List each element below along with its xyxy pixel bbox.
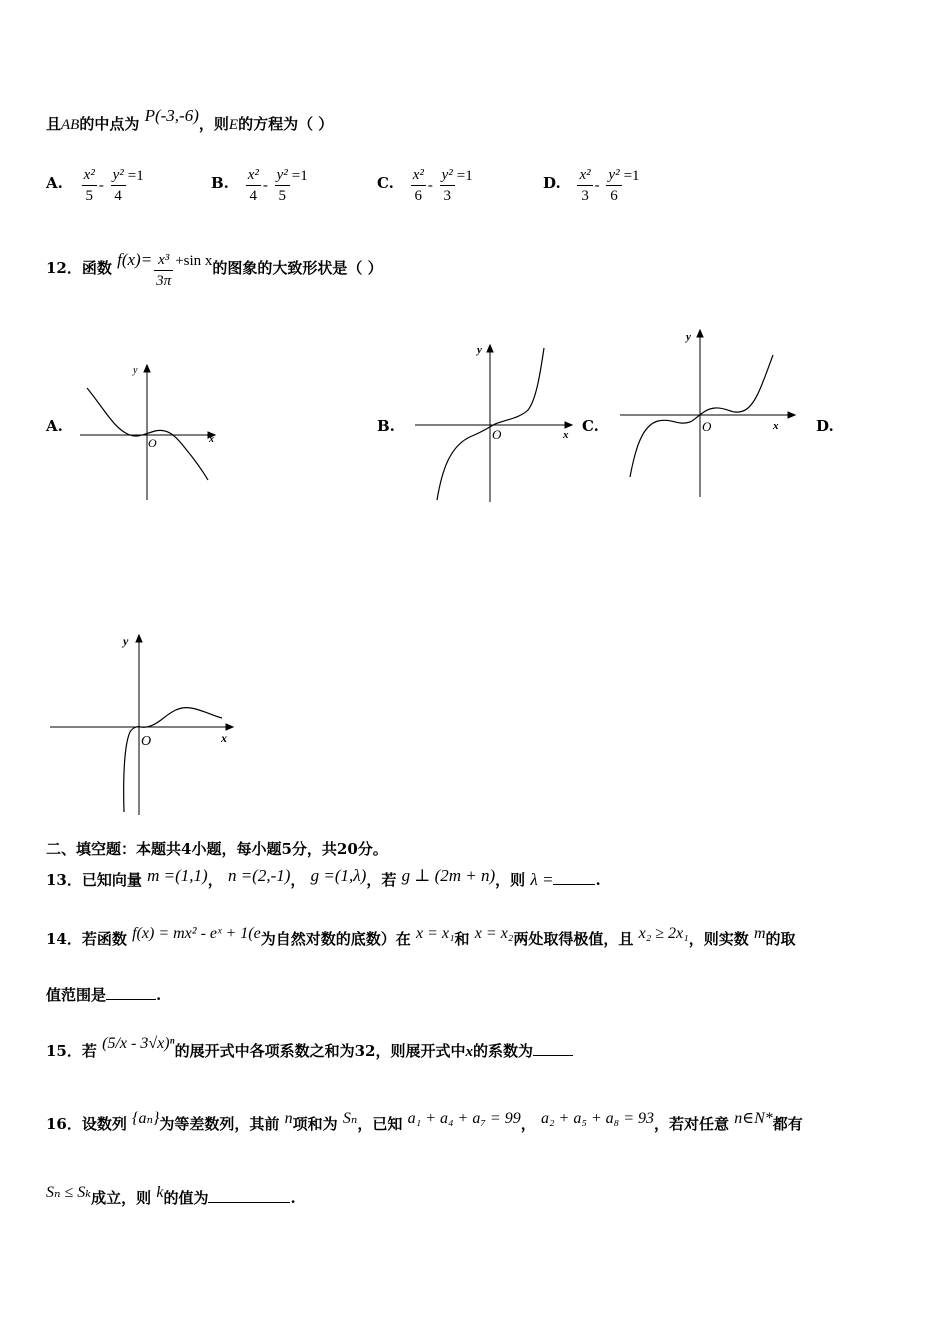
q16-line2: Sₙ ≤ Sₖ成立，则 k的值为 . [46,1184,296,1207]
q14-line2: 值范围是 . [46,986,162,1004]
graph-d-x-label: x [221,731,227,745]
graph-b-x-label: x [563,429,569,441]
graph-b [410,340,575,505]
graph-c-curve [630,355,773,477]
q11-option-b[interactable]: B. $\frac{\text{x²}}{4}$ - $\frac{\text{y²}}{5}$ =1 [211,167,308,204]
q12-stem: 12．函数 f(x)= $\frac{\text{x³}}{3\pi}$ +sin x的图象的大致形状是（ ） [46,249,383,289]
graph-a-origin: O [148,436,157,450]
graph-d-y-label: y [123,634,129,648]
graph-b-x-arrow [565,422,572,428]
graph-a-y-arrow [144,365,150,372]
graph-c-origin: O [702,419,712,434]
graph-label-c[interactable]: C. [582,417,599,435]
q11-option-c[interactable]: C. $\frac{\text{x²}}{6}$ - $\frac{\text{y²}}{3}$ =1 [377,167,473,204]
q16-stem: 16．设数列 {aₙ}为等差数列，其前 n项和为 Sₙ，已知 a₁ + a₄ + a₇ = 99， a₂ + a₅ + a₈ = 93，若对任意 n∈N*都有 [46,1110,803,1133]
q15-stem: 15．若 (5/x - 3√x)ⁿ的展开式中各项系数之和为32，则展开式中x的系数为 [46,1040,573,1061]
graph-b-y-label: y [477,344,482,356]
graph-label-a[interactable]: A. [46,417,63,435]
graph-a-x-label: x [209,434,214,445]
q15-answer-blank[interactable] [533,1055,573,1056]
graph-c-x-label: x [773,420,779,432]
graph-d-curve [124,708,222,812]
graph-d [45,630,240,820]
graph-c-y-label: y [686,331,691,343]
graph-d-y-arrow [136,635,142,642]
graph-label-d[interactable]: D. [816,417,834,435]
q14-stem: 14．若函数 f(x) = mx² - eˣ + 1(e为自然对数的底数）在 x = x₁和 x = x₂两处取得极值，且 x₂ ≥ 2x₁，则实数 m的取 [46,925,796,948]
q11-option-d[interactable]: D. $\frac{\text{x²}}{3}$ - $\frac{\text{y²}}{6}$ =1 [543,167,640,204]
graph-b-y-arrow [487,345,493,352]
q13-answer-blank[interactable] [553,884,595,885]
q13-stem: 13．已知向量 m =(1,1)， n =(2,-1)， g =(1,λ)，若 g ⊥ (2m + n)，则 λ = . [46,866,601,889]
graph-a [75,360,220,505]
graph-c-y-arrow [697,330,703,337]
graph-c [615,325,800,500]
q16-answer-blank[interactable] [208,1202,290,1203]
graph-label-b[interactable]: B. [377,417,395,435]
q11-stem: 且AB的中点为 P(-3,-6)，则E的方程为（ ） [46,106,334,133]
graph-c-x-arrow [788,412,795,418]
graph-b-origin: O [492,427,502,442]
graph-d-x-arrow [226,724,233,730]
q14-answer-blank[interactable] [106,999,156,1000]
graph-a-y-label: y [133,365,138,376]
graph-d-origin: O [141,734,152,749]
section-heading: 二、填空题：本题共4小题，每小题5分，共20分。 [46,840,388,858]
q11-option-a[interactable]: A. $\frac{\text{x²}}{5}$ - $\frac{\text{y²}}{4}$ =1 [46,167,144,204]
